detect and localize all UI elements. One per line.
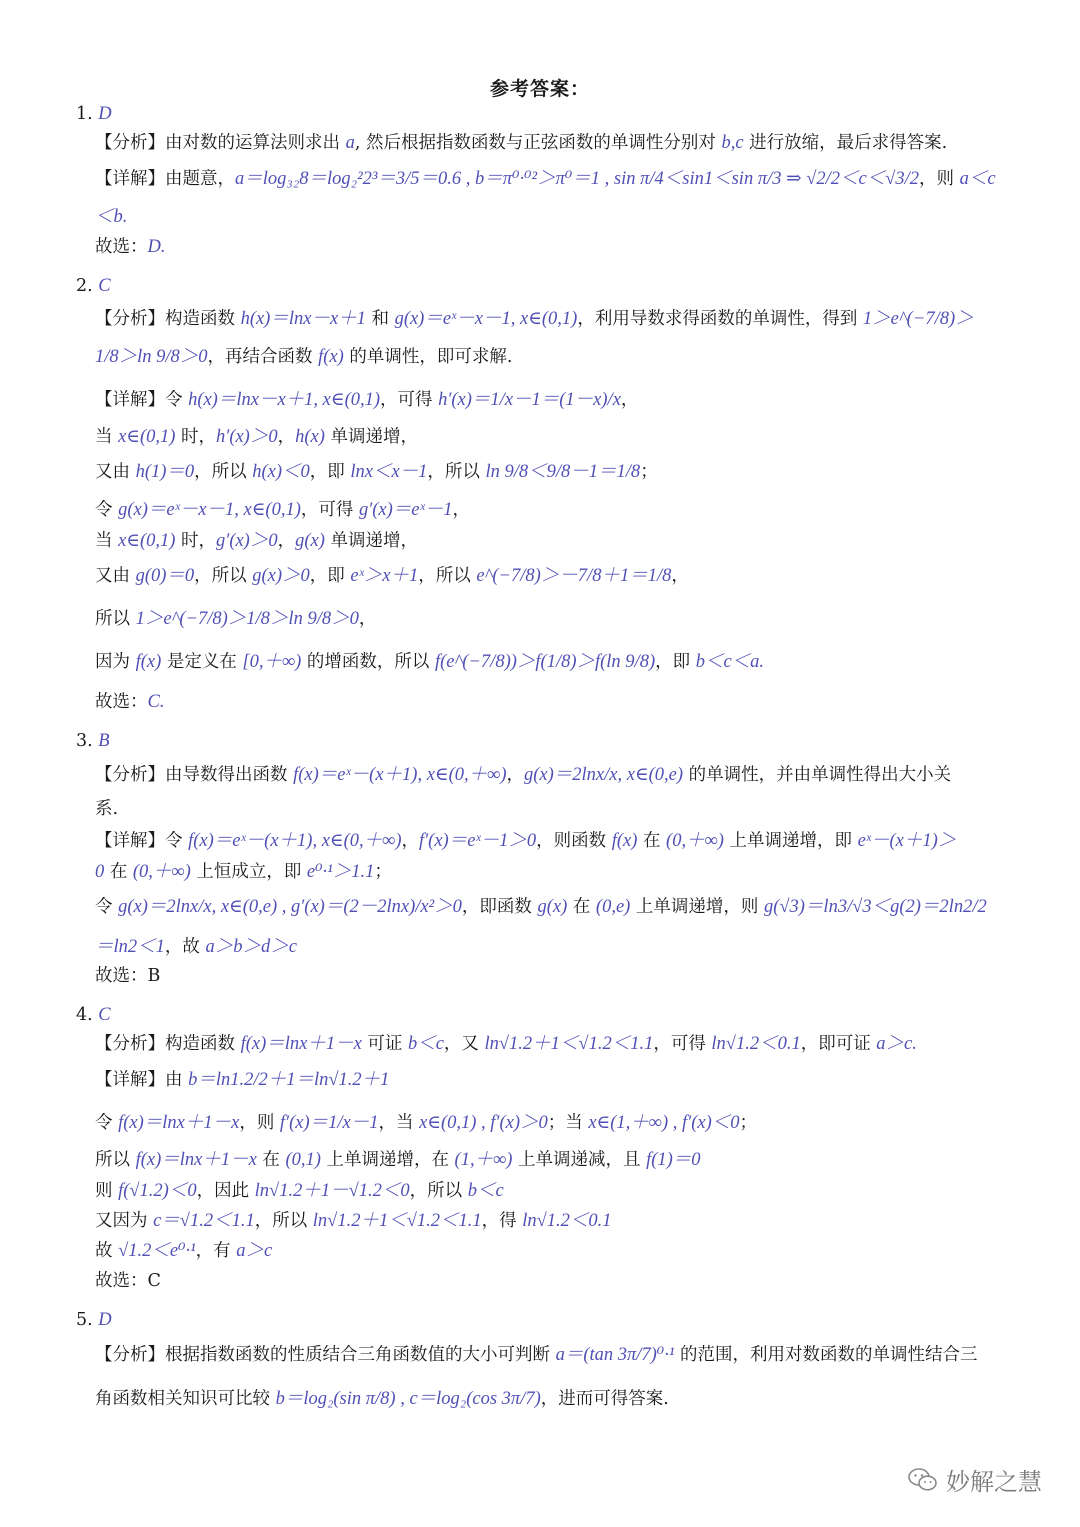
text-run: 【详解】令 <box>95 390 189 410</box>
math-expression: C <box>98 276 111 296</box>
math-expression: h(x)＝lnx－x＋1 <box>240 309 366 329</box>
text-run: 可证 <box>361 1034 408 1054</box>
math-expression: eˣ＞x＋1 <box>350 566 419 586</box>
text-run: ， <box>506 765 524 785</box>
math-expression: D <box>98 1310 112 1330</box>
math-expression: b＜c＜a. <box>695 652 765 672</box>
page-title: 参考答案： <box>489 78 590 100</box>
math-expression: g(0)＝0 <box>135 566 195 586</box>
text-run: 则 <box>95 1181 119 1201</box>
text-run: ，所以 <box>254 1211 313 1231</box>
math-expression: (1,＋∞) <box>454 1150 513 1170</box>
answer-line <box>95 648 764 676</box>
math-expression: 1/8＞ln 9/8＞0 <box>95 347 208 367</box>
math-expression: b,c <box>721 133 744 153</box>
math-expression: g(x)＝eˣ－x－1, x∈(0,1) <box>118 500 301 520</box>
text-run: 5. <box>76 1310 99 1330</box>
answer-line <box>95 1385 669 1413</box>
text-run: , 然后根据指数函数与正弦函数的单调性分别对 <box>354 133 722 153</box>
text-run: 故选：B <box>95 966 161 986</box>
math-expression: C <box>98 1005 111 1025</box>
answer-line <box>95 458 658 486</box>
answer-line <box>76 272 111 300</box>
math-expression: a＞c <box>236 1241 273 1261</box>
math-expression: ln√1.2＋1＜√1.2＜1.1 <box>484 1034 654 1054</box>
math-expression: lnx＜x－1 <box>350 462 428 482</box>
watermark-text: 妙解之慧 <box>946 1468 1042 1496</box>
text-run: ，即 <box>309 566 351 586</box>
text-run: 上单调递减，且 <box>512 1150 647 1170</box>
math-expression: (0,＋∞) <box>666 831 724 851</box>
answer-line <box>95 605 376 633</box>
watermark <box>908 1462 1042 1497</box>
math-expression: a <box>345 133 355 153</box>
answer-line <box>95 1109 757 1137</box>
math-expression: ＜b. <box>95 207 128 227</box>
math-expression: h(x)＜0 <box>252 462 310 482</box>
math-expression: ln 9/8＜9/8－1＝1/8 <box>485 462 641 482</box>
text-run: 的单调性，并由单调性得出大小关 <box>683 765 952 785</box>
text-run: ，可得 <box>300 500 359 520</box>
text-run: 【分析】由导数得出函数 <box>95 765 294 785</box>
math-expression: ln√1.2＋1＜√1.2＜1.1 <box>312 1211 482 1231</box>
math-expression: 0 <box>95 862 105 882</box>
text-run: 的单调性，即可求解. <box>343 347 513 367</box>
answer-line <box>95 305 974 333</box>
answer-line <box>95 1207 611 1235</box>
text-run: 上单调递增，在 <box>320 1150 455 1170</box>
text-run: 的增函数，所以 <box>301 652 435 672</box>
text-run: 【分析】构造函数 <box>95 1034 241 1054</box>
answer-line <box>76 100 112 128</box>
text-run: 所以 <box>95 609 136 629</box>
text-run: 进行放缩，最后求得答案. <box>743 133 948 153</box>
text-run: 上单调递增，则 <box>630 897 764 917</box>
math-expression: ln√1.2＜0.1 <box>522 1211 612 1231</box>
answer-line <box>95 386 638 414</box>
answer-line <box>95 343 512 371</box>
math-expression: B <box>98 731 110 751</box>
text-run: ； <box>640 462 658 482</box>
text-run: 故选：C <box>95 1271 161 1291</box>
math-expression: a＝(tan 3π/7)⁰·¹ <box>555 1345 675 1365</box>
math-expression: b＝log₂(sin π/8) , c＝log₂(cos 3π/7) <box>275 1389 541 1409</box>
math-expression: h′(x)＝1/x－1＝(1－x)/x <box>438 390 621 410</box>
text-run: ； <box>739 1113 757 1133</box>
math-expression: [0,＋∞) <box>242 652 302 672</box>
math-expression: b＝ln1.2/2＋1＝ln√1.2＋1 <box>188 1070 390 1090</box>
text-run: 故 <box>95 1241 119 1261</box>
math-expression: f(x)＝lnx＋1－x <box>240 1034 362 1054</box>
answer-line <box>95 165 996 193</box>
text-run: 系. <box>95 799 119 819</box>
math-expression: b＜c <box>467 1181 504 1201</box>
math-expression: c＝√1.2＜1.1 <box>153 1211 255 1231</box>
math-expression: a＞b＞d＞c <box>205 937 297 957</box>
math-expression: f(x) <box>135 652 162 672</box>
text-run: ；当 <box>547 1113 589 1133</box>
math-expression: b＜c <box>407 1034 444 1054</box>
text-run: ，所以 <box>194 566 253 586</box>
answer-line <box>95 1177 504 1205</box>
math-expression: f(x)＝lnx＋1－x <box>135 1150 257 1170</box>
text-run: ，得 <box>481 1211 523 1231</box>
text-run: 【详解】令 <box>95 831 189 851</box>
math-expression: h(1)＝0 <box>135 462 195 482</box>
text-run: 4. <box>76 1005 99 1025</box>
answer-line <box>95 1341 977 1369</box>
text-run: 令 <box>95 897 119 917</box>
text-run: 在 <box>637 831 667 851</box>
answer-line <box>95 761 951 789</box>
text-run: ， <box>401 831 419 851</box>
math-expression: ＝ln2＜1 <box>95 937 165 957</box>
math-expression: f(x)＝eˣ－(x＋1), x∈(0,＋∞) <box>188 831 402 851</box>
math-expression: g(x)＝eˣ－x－1, x∈(0,1) <box>394 309 578 329</box>
math-expression: (0,＋∞) <box>132 862 191 882</box>
text-run: ，再结合函数 <box>207 347 319 367</box>
text-run: 时， <box>175 531 217 551</box>
math-expression: g′(x)＝eˣ－1 <box>358 500 453 520</box>
math-expression: e⁰·¹＞1.1 <box>306 862 375 882</box>
answer-line <box>95 962 160 990</box>
math-expression: f(x)＝eˣ－(x＋1), x∈(0,＋∞) <box>293 765 507 785</box>
text-run: 【详解】由题意， <box>95 169 235 189</box>
text-run: ，则 <box>919 169 960 189</box>
text-run: ，利用导数求得函数的单调性，得到 <box>577 309 863 329</box>
answer-line <box>95 129 947 157</box>
answer-line <box>95 893 987 921</box>
text-run: ，故 <box>164 937 206 957</box>
math-expression: g′(x)＞0 <box>216 531 278 551</box>
math-expression: f(x) <box>318 347 344 367</box>
text-run: 又因为 <box>95 1211 154 1231</box>
math-expression: f(e^(−7/8))＞f(1/8)＞f(ln 9/8) <box>434 652 656 672</box>
text-run: 3. <box>76 731 99 751</box>
math-expression: x∈(0,1) , f′(x)＞0 <box>419 1113 548 1133</box>
text-run: ，所以 <box>194 462 253 482</box>
math-expression: a＞c. <box>876 1034 917 1054</box>
math-expression: g(x) <box>295 531 325 551</box>
text-run: ，即 <box>655 652 696 672</box>
text-run: ， <box>452 500 470 520</box>
text-run: ， <box>620 390 639 410</box>
math-expression: f′(x)＝eˣ－1＞0 <box>419 831 537 851</box>
text-run: 2. <box>76 276 99 296</box>
answer-line <box>95 203 127 231</box>
math-expression: 1＞e^(−7/8)＞ <box>862 309 974 329</box>
text-run: 时， <box>175 427 217 447</box>
math-expression: 1＞e^(−7/8)＞1/8＞ln 9/8＞0 <box>135 609 359 629</box>
math-expression: h(x) <box>295 427 325 447</box>
math-expression: √1.2＜e⁰·¹ <box>118 1241 196 1261</box>
text-run: 当 <box>95 427 119 447</box>
text-run: 【分析】由对数的运算法则求出 <box>95 133 346 153</box>
math-expression: x∈(1,＋∞) , f′(x)＜0 <box>588 1113 740 1133</box>
answer-line <box>76 1001 111 1029</box>
text-run: 是定义在 <box>161 652 243 672</box>
math-expression: (0,1) <box>285 1150 321 1170</box>
text-run: ，可得 <box>380 390 439 410</box>
text-run: 故选： <box>95 692 148 712</box>
text-run: ，即可证 <box>800 1034 877 1054</box>
answer-line <box>95 933 297 961</box>
text-run: ，即函数 <box>461 897 538 917</box>
math-expression: ln√1.2＜0.1 <box>711 1034 801 1054</box>
text-run: ，因此 <box>196 1181 255 1201</box>
answer-line <box>95 423 418 451</box>
answer-line <box>95 827 956 855</box>
text-run: 所以 <box>95 1150 136 1170</box>
math-expression: f(1)＝0 <box>646 1150 701 1170</box>
math-expression: a＜c <box>959 169 996 189</box>
text-run: ， <box>358 609 377 629</box>
math-expression: f(x) <box>611 831 638 851</box>
text-run: ， <box>671 566 689 586</box>
text-run: 当 <box>95 531 119 551</box>
text-run: 1. <box>76 104 99 124</box>
answer-line <box>95 233 166 261</box>
math-expression: g(x)＞0 <box>252 566 310 586</box>
text-run: 在 <box>104 862 133 882</box>
answer-line <box>95 858 392 886</box>
answer-line <box>95 1066 389 1094</box>
text-run: ， <box>277 427 296 447</box>
math-expression: f(√1.2)＜0 <box>118 1181 197 1201</box>
text-run: 在 <box>256 1150 286 1170</box>
answer-line <box>95 1146 701 1174</box>
answer-line <box>95 1267 161 1295</box>
text-run: 令 <box>95 1113 119 1133</box>
math-expression: e^(−7/8)＞－7/8＋1＝1/8 <box>476 566 672 586</box>
answer-line <box>95 527 418 555</box>
math-expression: x∈(0,1) <box>118 531 176 551</box>
math-expression: h′(x)＞0 <box>216 427 278 447</box>
answer-line <box>76 1306 112 1334</box>
answer-line <box>95 1030 917 1058</box>
text-run: ，则 <box>239 1113 280 1133</box>
math-expression: g(x)＝2lnx/x, x∈(0,e) , g′(x)＝(2－2lnx)/x²＞0 <box>118 897 462 917</box>
text-run: ，可得 <box>653 1034 712 1054</box>
text-run: 单调递增， <box>324 531 418 551</box>
answer-line <box>95 496 470 524</box>
text-run: ，进而可得答案. <box>540 1389 669 1409</box>
text-run: 上单调递增，即 <box>723 831 858 851</box>
math-expression: g(x) <box>537 897 568 917</box>
math-expression: C. <box>147 692 165 712</box>
text-run: 角函数相关知识可比较 <box>95 1389 276 1409</box>
text-run: 上恒成立，即 <box>190 862 307 882</box>
math-expression: g(x)＝2lnx/x, x∈(0,e) <box>524 765 684 785</box>
answer-line <box>95 795 118 823</box>
answer-line <box>76 727 110 755</box>
text-run: 的范围，利用对数函数的单调性结合三 <box>674 1345 978 1365</box>
text-run: ，有 <box>195 1241 237 1261</box>
math-expression: a＝log₃₂8＝log₂²2³＝3/5＝0.6 , b＝π⁰·⁰²＞π⁰＝1 , sin π/4＜sin1＜sin π/3 ⇒ √2/2＜c＜√3/2 <box>235 169 920 189</box>
text-run: ，所以 <box>418 566 477 586</box>
text-run: 在 <box>567 897 596 917</box>
math-expression: ln√1.2＋1－√1.2＜0 <box>254 1181 410 1201</box>
wechat-icon <box>908 1467 938 1493</box>
math-expression: f′(x)＝1/x－1 <box>279 1113 379 1133</box>
math-expression: x∈(0,1) <box>118 427 176 447</box>
text-run: 因为 <box>95 652 136 672</box>
answer-line <box>95 688 164 716</box>
text-run: 又由 <box>95 566 136 586</box>
text-run: ，当 <box>378 1113 420 1133</box>
text-run: ，又 <box>443 1034 485 1054</box>
math-expression: g(√3)＝ln3/√3＜g(2)＝2ln2/2 <box>763 897 987 917</box>
math-expression: f(x)＝lnx＋1－x <box>118 1113 240 1133</box>
answer-line <box>95 562 689 590</box>
math-expression: D. <box>147 237 166 257</box>
text-run: 和 <box>365 309 395 329</box>
text-run: 【详解】由 <box>95 1070 189 1090</box>
text-run: ，所以 <box>427 462 486 482</box>
text-run: ； <box>374 862 392 882</box>
text-run: 单调递增， <box>324 427 418 447</box>
text-run: 又由 <box>95 462 136 482</box>
text-run: ，所以 <box>409 1181 468 1201</box>
text-run: 【分析】构造函数 <box>95 309 241 329</box>
math-expression: h(x)＝lnx－x＋1, x∈(0,1) <box>188 390 381 410</box>
text-run: ，即 <box>309 462 351 482</box>
answer-line <box>95 1237 272 1265</box>
text-run: ，则函数 <box>536 831 612 851</box>
math-expression: eˣ－(x＋1)＞ <box>857 831 957 851</box>
text-run: 令 <box>95 500 119 520</box>
text-run: ， <box>277 531 296 551</box>
math-expression: D <box>98 104 112 124</box>
math-expression: (0,e) <box>595 897 631 917</box>
text-run: 【分析】根据指数函数的性质结合三角函数值的大小可判断 <box>95 1345 556 1365</box>
text-run: 故选： <box>95 237 148 257</box>
